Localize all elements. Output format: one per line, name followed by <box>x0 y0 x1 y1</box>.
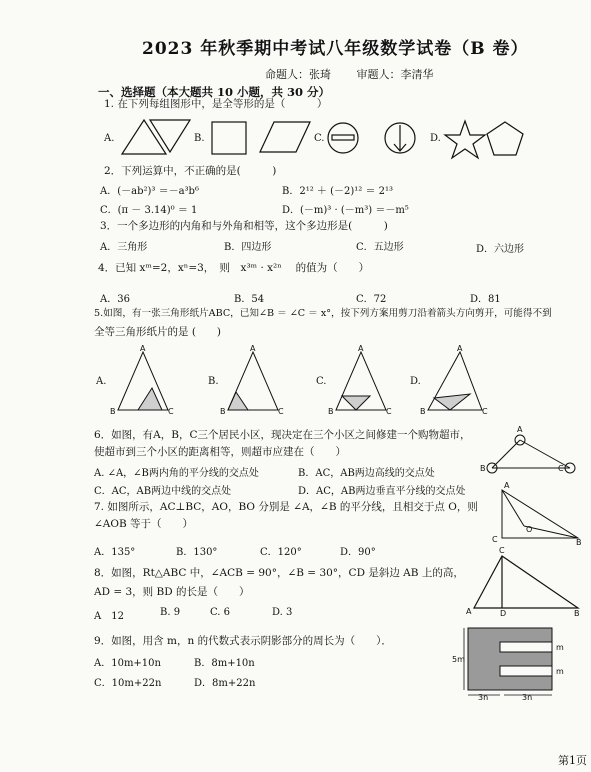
q3-stem: 3．一个多边形的内角和与外角和相等，这个多边形是( ) <box>100 220 388 232</box>
q2-stem: 2．下列运算中，不正确的是( ) <box>104 165 277 177</box>
q8-line2: AD = 3，则 BD 的长是（ ） <box>94 586 250 598</box>
svg-text:A: A <box>358 344 364 353</box>
q1-label-a: A. <box>104 133 115 144</box>
q7-option-a: A．135° <box>94 547 136 558</box>
q3-option-b: B．四边形 <box>224 242 272 253</box>
q5-label-d: D. <box>410 376 421 387</box>
svg-text:B: B <box>220 407 226 416</box>
q1-label-d: D. <box>430 133 441 144</box>
q6-line2: 使超市到三个小区的距离相等，则超市应建在（ ） <box>94 446 346 458</box>
q9-option-d: D．8m+22n <box>194 678 256 689</box>
q9-option-b: B．8m+10n <box>194 658 255 669</box>
q5-label-c: C. <box>316 376 327 387</box>
q4-option-d: D．81 <box>470 294 501 305</box>
svg-text:C: C <box>278 407 284 416</box>
svg-text:A: A <box>504 481 510 490</box>
q4-stem: 4．已知 xᵐ=2，xⁿ=3， 则 x³ᵐ · x²ⁿ 的值为（ ） <box>98 262 370 274</box>
star-shape <box>445 121 485 158</box>
svg-text:C: C <box>168 407 174 416</box>
page-title: 2023 年秋季期中考试八年级数学试卷（B 卷） <box>142 39 529 59</box>
q7-figure <box>490 481 582 547</box>
svg-text:B: B <box>480 464 486 473</box>
reviewer: 审题人：李清华 <box>356 68 434 81</box>
q2-option-a: A．(－ab²)³ ＝－a³b⁶ <box>100 186 199 197</box>
q3-option-c: C．五边形 <box>356 242 404 253</box>
svg-text:C: C <box>558 464 564 473</box>
q9-option-a: A．10m+10n <box>94 658 161 669</box>
q8-option-c: C. 6 <box>210 607 231 618</box>
q5-label-b: B. <box>208 376 219 387</box>
svg-text:A: A <box>457 344 463 353</box>
svg-text:B: B <box>420 407 426 416</box>
q7-line2: ∠AOB 等于（ ） <box>94 518 194 530</box>
q4-option-c: C．72 <box>356 294 387 305</box>
svg-text:C: C <box>386 407 392 416</box>
q7-line1: 7. 如图所示，AC⊥BC，AO，BO 分别是 ∠A，∠B 的平分线，且相交于点 O，则 <box>94 501 478 513</box>
q8-option-a: A 12 <box>94 611 124 622</box>
q9-stem: 9．如图，用含 m，n 的代数式表示阴影部分的周长为（ ）． <box>94 635 392 647</box>
inverted-triangle-shape <box>150 120 190 152</box>
q6-line1: 6．如图，有A，B，C三个居民小区，现决定在三个小区之间修建一个购物超市， <box>94 429 471 441</box>
svg-text:A: A <box>140 344 146 353</box>
q6-option-d: D．AC，AB两边垂直平分线的交点处 <box>298 486 466 497</box>
svg-text:B: B <box>574 609 580 618</box>
q8-option-d: D. 3 <box>272 607 293 618</box>
svg-text:A: A <box>250 344 256 353</box>
q5-line1: 5.如图，有一张三角形纸片ABC，已知∠B ＝ ∠C ＝ x°，按下列方案用剪刀沿着箭头方向剪开，可能得不到 <box>94 308 552 319</box>
q6-option-b: B．AC，AB两边高线的交点处 <box>298 468 435 479</box>
q4-option-b: B．54 <box>234 294 265 305</box>
square-shape <box>212 122 246 154</box>
q8-figure <box>462 548 584 616</box>
svg-text:C: C <box>499 546 505 555</box>
q1-stem: 1. 在下列每组图形中，是全等形的是（ ） <box>104 98 328 110</box>
author-line <box>265 66 456 82</box>
svg-text:A: A <box>517 425 523 434</box>
triangle-shape <box>122 120 166 154</box>
section-heading: 一、选择题（本大题共 10 小题，共 30 分） <box>98 85 331 99</box>
svg-text:m: m <box>556 643 564 652</box>
svg-text:A: A <box>466 607 472 616</box>
q1-label-b: B. <box>194 133 205 144</box>
svg-text:3n: 3n <box>522 693 533 702</box>
svg-text:m: m <box>556 667 564 676</box>
q8-option-b: B. 9 <box>160 607 181 618</box>
q6-figure <box>480 425 580 476</box>
svg-text:B: B <box>576 538 582 547</box>
q2-option-b: B．2¹² ＋ (－2)¹² ＝ 2¹³ <box>282 186 394 197</box>
svg-text:5m: 5m <box>452 655 465 664</box>
q7-option-c: C．120° <box>260 547 302 558</box>
author: 命题人：张琦 <box>265 68 331 81</box>
q2-option-d: D．(－m)³ · (－m³) ＝－m⁵ <box>282 205 409 216</box>
q7-option-d: D．90° <box>340 547 376 558</box>
q8-line1: 8．如图，Rt△ABC 中，∠ACB = 90°，∠B = 30°，CD 是斜边 AB 上的高， <box>94 567 464 579</box>
pentagon-shape <box>487 122 523 155</box>
q1-label-c: C. <box>314 133 325 144</box>
q9-option-c: C．10m+22n <box>94 678 162 689</box>
q7-option-b: B．130° <box>176 547 218 558</box>
q4-option-a: A．36 <box>100 294 130 305</box>
q2-option-c: C．(π － 3.14)⁰ ＝ 1 <box>100 205 198 216</box>
page-number: 第1页 <box>558 754 587 767</box>
svg-text:B: B <box>328 407 334 416</box>
svg-text:C: C <box>492 535 498 544</box>
svg-text:D: D <box>500 609 507 618</box>
parallelogram-shape <box>260 122 310 152</box>
q6-option-c: C．AC，AB两边中线的交点处 <box>94 486 232 497</box>
svg-text:O: O <box>526 525 533 534</box>
q3-option-d: D．六边形 <box>476 244 525 255</box>
q9-figure <box>444 622 574 704</box>
q6-option-a: A. ∠A，∠B两内角的平分线的交点处 <box>94 468 259 479</box>
q5-line2: 全等三角形纸片的是 ( ) <box>94 326 222 338</box>
q5-label-a: A. <box>96 376 107 387</box>
svg-text:B: B <box>110 407 116 416</box>
q3-option-a: A．三角形 <box>100 242 148 253</box>
q5-triangles-figure <box>110 344 490 418</box>
svg-text:C: C <box>482 407 488 416</box>
q1-shapes-figure <box>120 118 560 162</box>
svg-text:3n: 3n <box>478 693 489 702</box>
